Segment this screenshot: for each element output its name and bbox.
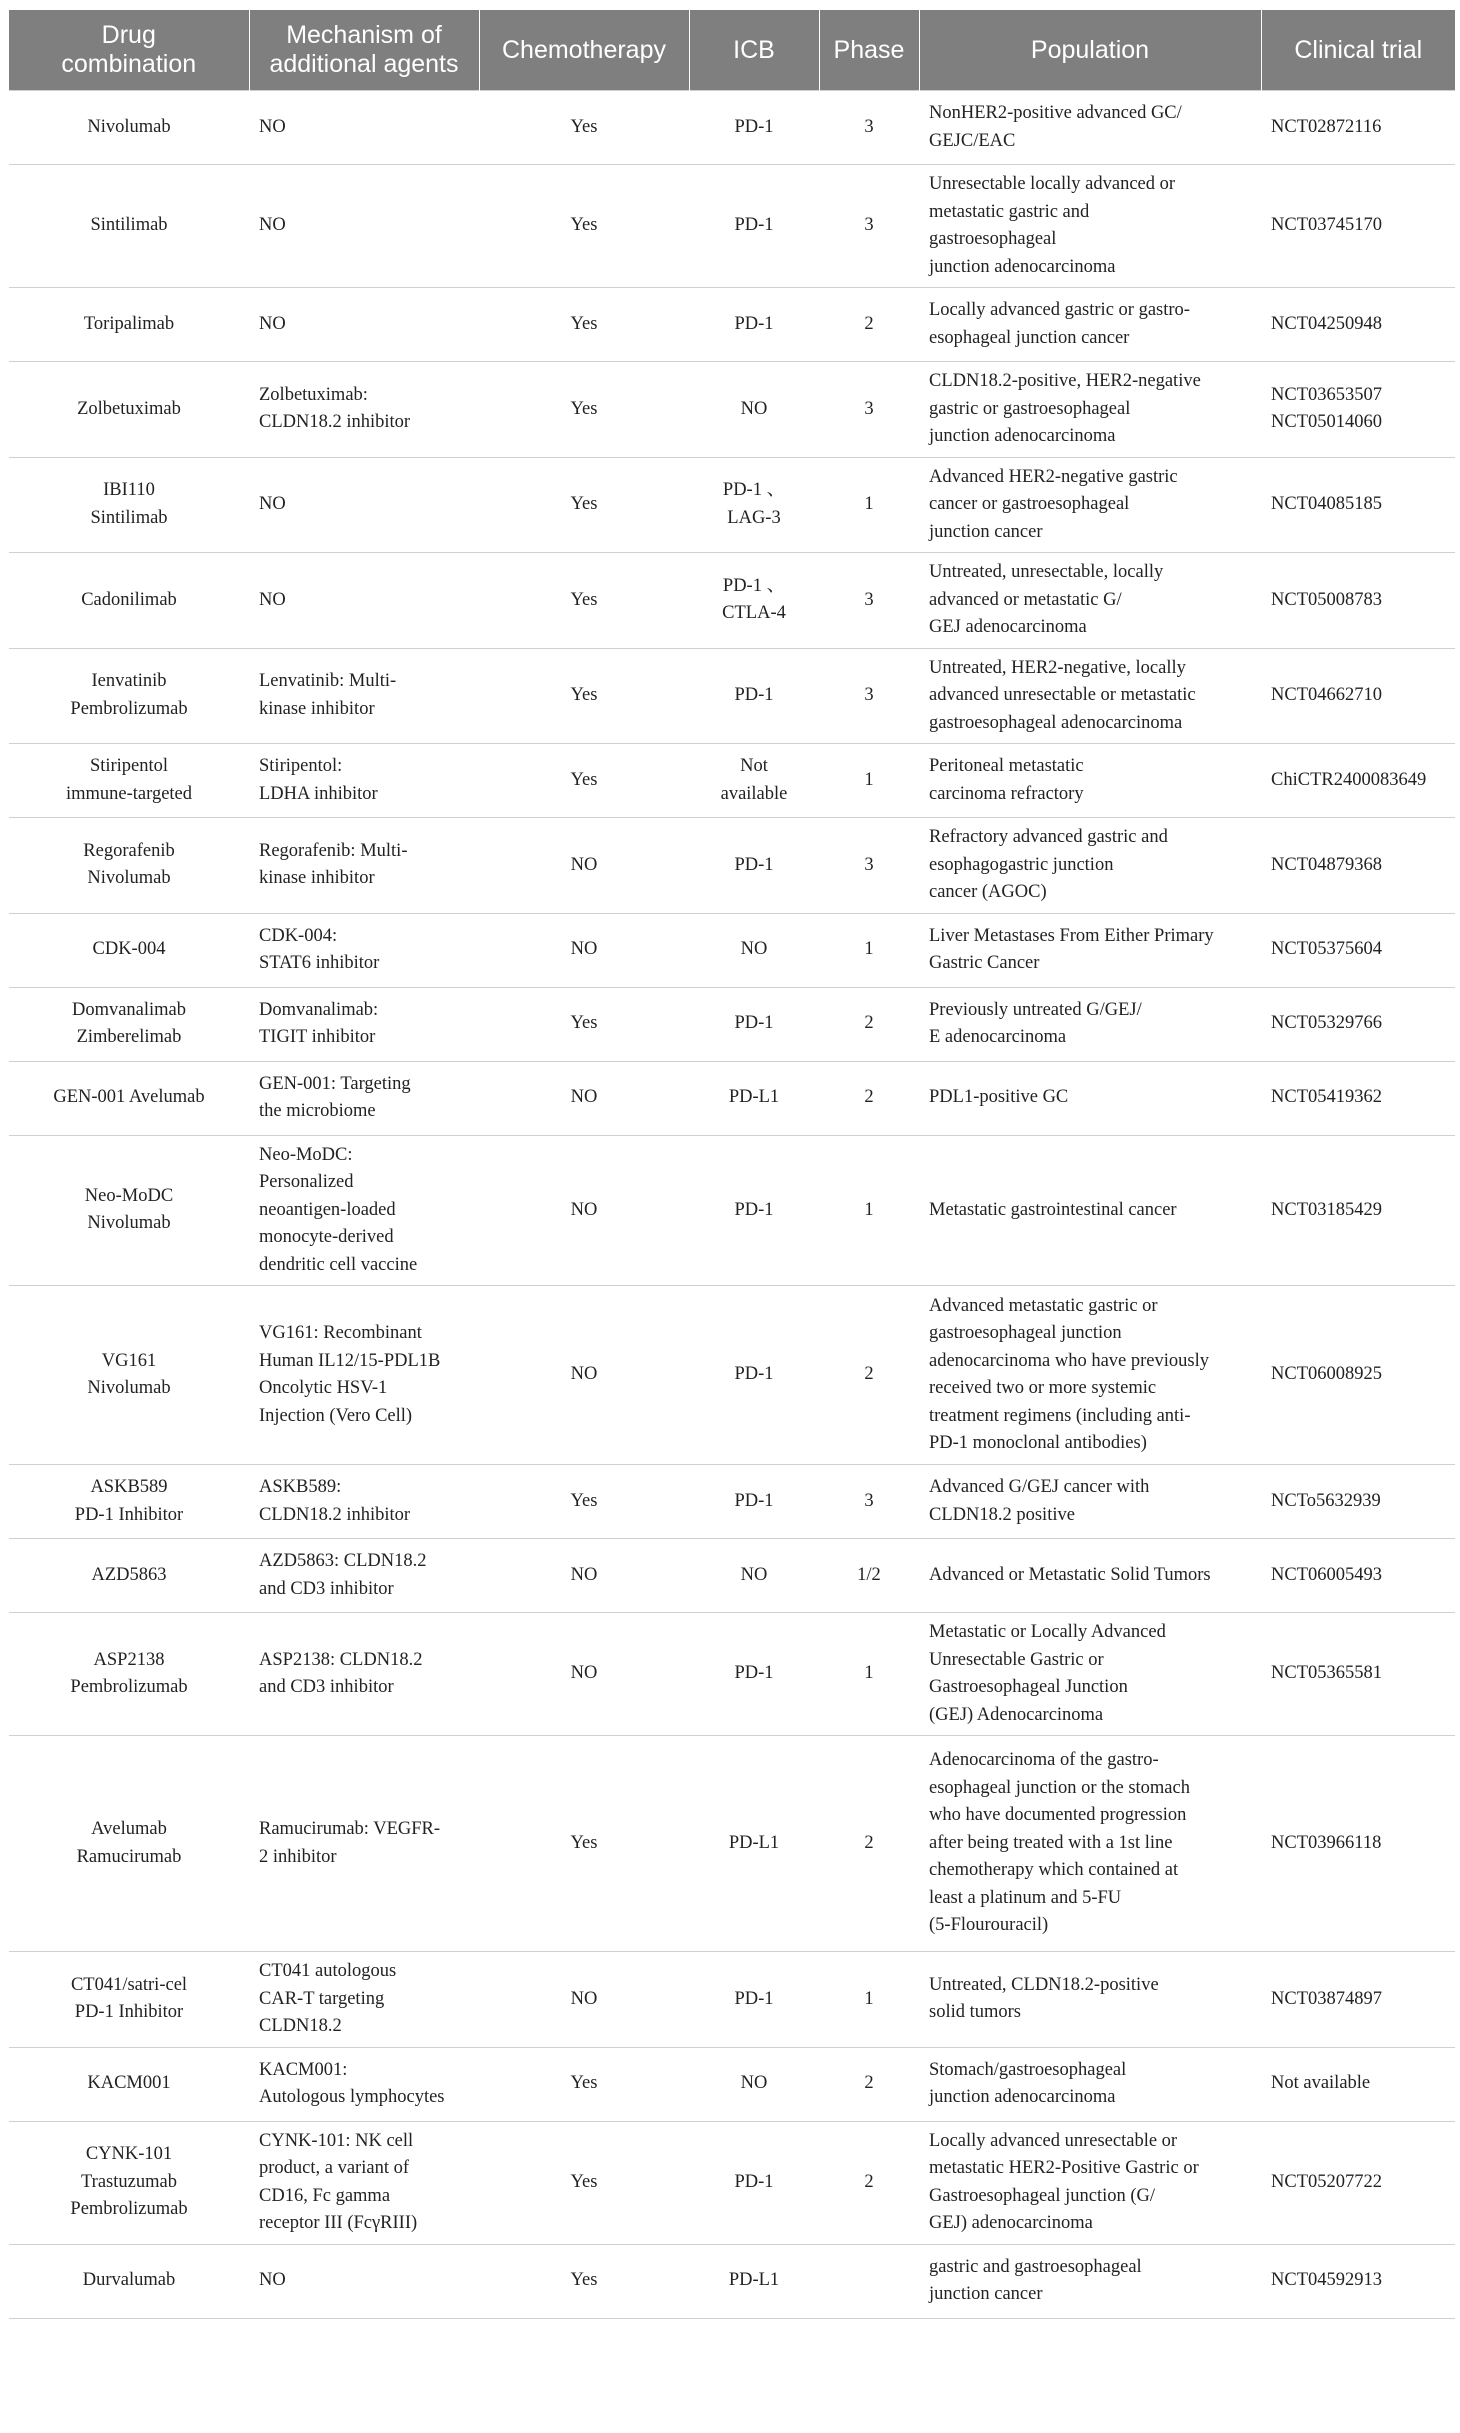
clinical-trial-cell: NCT05419362 bbox=[1261, 1061, 1455, 1135]
table-row bbox=[9, 2121, 1455, 2244]
chemotherapy-cell: Yes bbox=[479, 362, 689, 458]
population-cell: gastric and gastroesophageal junction cancer bbox=[919, 2244, 1261, 2318]
drug-combination-cell: Cadonilimab bbox=[9, 553, 249, 649]
mechanism-cell: Regorafenib: Multi- kinase inhibitor bbox=[249, 818, 479, 914]
table-row bbox=[9, 818, 1455, 914]
phase-cell: 3 bbox=[819, 1465, 919, 1539]
clinical-trial-cell: NCT04250948 bbox=[1261, 288, 1455, 362]
table-row bbox=[9, 457, 1455, 553]
drug-combination-cell: Ienvatinib Pembrolizumab bbox=[9, 648, 249, 744]
table-row bbox=[9, 2047, 1455, 2121]
clinical-trial-cell: NCT04085185 bbox=[1261, 457, 1455, 553]
clinical-trial-cell: ChiCTR2400083649 bbox=[1261, 744, 1455, 818]
table-row bbox=[9, 744, 1455, 818]
drug-combination-cell: IBI110 Sintilimab bbox=[9, 457, 249, 553]
icb-cell: PD-1 bbox=[689, 1613, 819, 1736]
phase-cell: 1 bbox=[819, 744, 919, 818]
clinical-trial-cell: NCT04592913 bbox=[1261, 2244, 1455, 2318]
mechanism-cell: KACM001: Autologous lymphocytes bbox=[249, 2047, 479, 2121]
chemotherapy-cell: NO bbox=[479, 1952, 689, 2048]
header-chemotherapy: Chemotherapy bbox=[479, 10, 689, 91]
mechanism-cell: VG161: Recombinant Human IL12/15-PDL1B Oncolytic HSV-1 Injection (Vero Cell) bbox=[249, 1286, 479, 1465]
phase-cell: 2 bbox=[819, 1736, 919, 1952]
drug-combination-cell: KACM001 bbox=[9, 2047, 249, 2121]
clinical-trial-cell: NCT05207722 bbox=[1261, 2121, 1455, 2244]
drug-combination-cell: Sintilimab bbox=[9, 165, 249, 288]
drug-combination-cell: Zolbetuximab bbox=[9, 362, 249, 458]
drug-combination-cell: Avelumab Ramucirumab bbox=[9, 1736, 249, 1952]
clinical-trial-cell: Not available bbox=[1261, 2047, 1455, 2121]
mechanism-cell: CYNK-101: NK cell product, a variant of CD16, Fc gamma receptor III (FcγRIII) bbox=[249, 2121, 479, 2244]
table-row bbox=[9, 2244, 1455, 2318]
header-mechanism: Mechanism of additional agents bbox=[249, 10, 479, 91]
drug-combination-cell: GEN-001 Avelumab bbox=[9, 1061, 249, 1135]
clinical-trial-cell: NCT05375604 bbox=[1261, 913, 1455, 987]
phase-cell: 1 bbox=[819, 457, 919, 553]
icb-cell: PD-L1 bbox=[689, 1061, 819, 1135]
drug-combination-cell: VG161 Nivolumab bbox=[9, 1286, 249, 1465]
clinical-trial-cell: NCT05329766 bbox=[1261, 987, 1455, 1061]
chemotherapy-cell: Yes bbox=[479, 1736, 689, 1952]
population-cell: Locally advanced gastric or gastro- esophageal junction cancer bbox=[919, 288, 1261, 362]
phase-cell: 2 bbox=[819, 288, 919, 362]
phase-cell: 2 bbox=[819, 1286, 919, 1465]
drug-combination-cell: Durvalumab bbox=[9, 2244, 249, 2318]
icb-cell: NO bbox=[689, 362, 819, 458]
drug-combination-cell: ASKB589 PD-1 Inhibitor bbox=[9, 1465, 249, 1539]
phase-cell: 3 bbox=[819, 648, 919, 744]
table-row bbox=[9, 165, 1455, 288]
population-cell: Unresectable locally advanced or metastatic gastric and gastroesophageal junction adenocarcinoma bbox=[919, 165, 1261, 288]
phase-cell: 2 bbox=[819, 2047, 919, 2121]
table-row bbox=[9, 1465, 1455, 1539]
population-cell: Refractory advanced gastric and esophagogastric junction cancer (AGOC) bbox=[919, 818, 1261, 914]
mechanism-cell: NO bbox=[249, 288, 479, 362]
mechanism-cell: Stiripentol: LDHA inhibitor bbox=[249, 744, 479, 818]
clinical-trial-cell: NCT03874897 bbox=[1261, 1952, 1455, 2048]
header-drug-combination: Drug combination bbox=[9, 10, 249, 91]
phase-cell: 1/2 bbox=[819, 1539, 919, 1613]
drug-combination-cell: Regorafenib Nivolumab bbox=[9, 818, 249, 914]
mechanism-cell: NO bbox=[249, 457, 479, 553]
population-cell: Metastatic or Locally Advanced Unresectable Gastric or Gastroesophageal Junction (GEJ) Adenocarcinoma bbox=[919, 1613, 1261, 1736]
population-cell: Advanced or Metastatic Solid Tumors bbox=[919, 1539, 1261, 1613]
clinical-trial-cell: NCT06005493 bbox=[1261, 1539, 1455, 1613]
population-cell: Advanced G/GEJ cancer with CLDN18.2 positive bbox=[919, 1465, 1261, 1539]
table-row bbox=[9, 1135, 1455, 1286]
clinical-trial-cell: NCT03745170 bbox=[1261, 165, 1455, 288]
drug-combination-cell: ASP2138 Pembrolizumab bbox=[9, 1613, 249, 1736]
chemotherapy-cell: NO bbox=[479, 1061, 689, 1135]
table-row bbox=[9, 913, 1455, 987]
icb-cell: Not available bbox=[689, 744, 819, 818]
header-icb: ICB bbox=[689, 10, 819, 91]
phase-cell: 1 bbox=[819, 1952, 919, 2048]
drug-combination-cell: CYNK-101 Trastuzumab Pembrolizumab bbox=[9, 2121, 249, 2244]
icb-cell: PD-L1 bbox=[689, 1736, 819, 1952]
population-cell: Peritoneal metastatic carcinoma refractory bbox=[919, 744, 1261, 818]
table-body bbox=[9, 91, 1455, 2319]
icb-cell: PD-1 bbox=[689, 2121, 819, 2244]
clinical-trial-cell: NCT04879368 bbox=[1261, 818, 1455, 914]
population-cell: Advanced metastatic gastric or gastroesophageal junction adenocarcinoma who have previously received two or more systemic treatment regimens (including anti- PD-1 monoclonal antibodies) bbox=[919, 1286, 1261, 1465]
chemotherapy-cell: NO bbox=[479, 1286, 689, 1465]
icb-cell: PD-1 、 LAG-3 bbox=[689, 457, 819, 553]
clinical-trial-cell: NCT03185429 bbox=[1261, 1135, 1455, 1286]
icb-cell: NO bbox=[689, 1539, 819, 1613]
phase-cell: 3 bbox=[819, 165, 919, 288]
phase-cell: 1 bbox=[819, 913, 919, 987]
chemotherapy-cell: Yes bbox=[479, 987, 689, 1061]
icb-cell: PD-1 bbox=[689, 288, 819, 362]
icb-cell: PD-L1 bbox=[689, 2244, 819, 2318]
population-cell: CLDN18.2-positive, HER2-negative gastric or gastroesophageal junction adenocarcinoma bbox=[919, 362, 1261, 458]
drug-combination-cell: AZD5863 bbox=[9, 1539, 249, 1613]
icb-cell: PD-1 bbox=[689, 165, 819, 288]
drug-combination-cell: Toripalimab bbox=[9, 288, 249, 362]
population-cell: Advanced HER2-negative gastric cancer or gastroesophageal junction cancer bbox=[919, 457, 1261, 553]
table-row bbox=[9, 1286, 1455, 1465]
clinical-trial-cell: NCT03966118 bbox=[1261, 1736, 1455, 1952]
chemotherapy-cell: NO bbox=[479, 913, 689, 987]
mechanism-cell: ASP2138: CLDN18.2 and CD3 inhibitor bbox=[249, 1613, 479, 1736]
population-cell: Untreated, CLDN18.2-positive solid tumors bbox=[919, 1952, 1261, 2048]
phase-cell bbox=[819, 2244, 919, 2318]
phase-cell: 3 bbox=[819, 553, 919, 649]
clinical-trial-cell: NCT02872116 bbox=[1261, 91, 1455, 165]
drug-combination-cell: Nivolumab bbox=[9, 91, 249, 165]
drug-combination-cell: CT041/satri-cel PD-1 Inhibitor bbox=[9, 1952, 249, 2048]
icb-cell: PD-1 bbox=[689, 1465, 819, 1539]
icb-cell: PD-1 、 CTLA-4 bbox=[689, 553, 819, 649]
population-cell: PDL1-positive GC bbox=[919, 1061, 1261, 1135]
icb-cell: PD-1 bbox=[689, 1135, 819, 1286]
mechanism-cell: Neo-MoDC: Personalized neoantigen-loaded monocyte-derived dendritic cell vaccine bbox=[249, 1135, 479, 1286]
clinical-trial-cell: NCT06008925 bbox=[1261, 1286, 1455, 1465]
table-row bbox=[9, 648, 1455, 744]
phase-cell: 3 bbox=[819, 818, 919, 914]
icb-cell: PD-1 bbox=[689, 1286, 819, 1465]
table-row bbox=[9, 362, 1455, 458]
mechanism-cell: AZD5863: CLDN18.2 and CD3 inhibitor bbox=[249, 1539, 479, 1613]
header-clinical-trial: Clinical trial bbox=[1261, 10, 1455, 91]
mechanism-cell: Zolbetuximab: CLDN18.2 inhibitor bbox=[249, 362, 479, 458]
phase-cell: 1 bbox=[819, 1613, 919, 1736]
header-phase: Phase bbox=[819, 10, 919, 91]
population-cell: Locally advanced unresectable or metastatic HER2-Positive Gastric or Gastroesophageal junction (G/ GEJ) adenocarcinoma bbox=[919, 2121, 1261, 2244]
clinical-trial-cell: NCTo5632939 bbox=[1261, 1465, 1455, 1539]
mechanism-cell: Ramucirumab: VEGFR- 2 inhibitor bbox=[249, 1736, 479, 1952]
table-row bbox=[9, 553, 1455, 649]
chemotherapy-cell: Yes bbox=[479, 2121, 689, 2244]
header-population: Population bbox=[919, 10, 1261, 91]
drug-combination-cell: Stiripentol immune-targeted bbox=[9, 744, 249, 818]
chemotherapy-cell: NO bbox=[479, 818, 689, 914]
clinical-trial-cell: NCT03653507 NCT05014060 bbox=[1261, 362, 1455, 458]
chemotherapy-cell: Yes bbox=[479, 648, 689, 744]
chemotherapy-cell: Yes bbox=[479, 2244, 689, 2318]
table-header bbox=[9, 10, 1455, 91]
table-row bbox=[9, 1613, 1455, 1736]
population-cell: Previously untreated G/GEJ/ E adenocarcinoma bbox=[919, 987, 1261, 1061]
phase-cell: 2 bbox=[819, 2121, 919, 2244]
drug-combination-cell: Neo-MoDC Nivolumab bbox=[9, 1135, 249, 1286]
table-row bbox=[9, 91, 1455, 165]
phase-cell: 2 bbox=[819, 1061, 919, 1135]
icb-cell: NO bbox=[689, 913, 819, 987]
table-row bbox=[9, 1952, 1455, 2048]
chemotherapy-cell: Yes bbox=[479, 165, 689, 288]
drug-combination-cell: CDK-004 bbox=[9, 913, 249, 987]
header-row bbox=[9, 10, 1455, 91]
mechanism-cell: ASKB589: CLDN18.2 inhibitor bbox=[249, 1465, 479, 1539]
chemotherapy-cell: Yes bbox=[479, 1465, 689, 1539]
phase-cell: 3 bbox=[819, 91, 919, 165]
icb-cell: PD-1 bbox=[689, 91, 819, 165]
chemotherapy-cell: Yes bbox=[479, 288, 689, 362]
table-row bbox=[9, 288, 1455, 362]
table-row bbox=[9, 987, 1455, 1061]
mechanism-cell: NO bbox=[249, 91, 479, 165]
chemotherapy-cell: Yes bbox=[479, 457, 689, 553]
table-row bbox=[9, 1736, 1455, 1952]
icb-cell: PD-1 bbox=[689, 1952, 819, 2048]
population-cell: Untreated, HER2-negative, locally advanced unresectable or metastatic gastroesophageal adenocarcinoma bbox=[919, 648, 1261, 744]
mechanism-cell: Lenvatinib: Multi- kinase inhibitor bbox=[249, 648, 479, 744]
mechanism-cell: CT041 autologous CAR-T targeting CLDN18.2 bbox=[249, 1952, 479, 2048]
phase-cell: 3 bbox=[819, 362, 919, 458]
mechanism-cell: NO bbox=[249, 165, 479, 288]
phase-cell: 2 bbox=[819, 987, 919, 1061]
population-cell: Untreated, unresectable, locally advanced or metastatic G/ GEJ adenocarcinoma bbox=[919, 553, 1261, 649]
chemotherapy-cell: Yes bbox=[479, 553, 689, 649]
icb-cell: PD-1 bbox=[689, 987, 819, 1061]
chemotherapy-cell: Yes bbox=[479, 744, 689, 818]
table-row bbox=[9, 1061, 1455, 1135]
population-cell: Liver Metastases From Either Primary Gastric Cancer bbox=[919, 913, 1261, 987]
mechanism-cell: GEN-001: Targeting the microbiome bbox=[249, 1061, 479, 1135]
chemotherapy-cell: Yes bbox=[479, 2047, 689, 2121]
population-cell: NonHER2-positive advanced GC/ GEJC/EAC bbox=[919, 91, 1261, 165]
mechanism-cell: NO bbox=[249, 2244, 479, 2318]
icb-cell: NO bbox=[689, 2047, 819, 2121]
chemotherapy-cell: NO bbox=[479, 1539, 689, 1613]
mechanism-cell: NO bbox=[249, 553, 479, 649]
mechanism-cell: CDK-004: STAT6 inhibitor bbox=[249, 913, 479, 987]
mechanism-cell: Domvanalimab: TIGIT inhibitor bbox=[249, 987, 479, 1061]
icb-cell: PD-1 bbox=[689, 648, 819, 744]
icb-cell: PD-1 bbox=[689, 818, 819, 914]
phase-cell: 1 bbox=[819, 1135, 919, 1286]
chemotherapy-cell: NO bbox=[479, 1135, 689, 1286]
population-cell: Stomach/gastroesophageal junction adenocarcinoma bbox=[919, 2047, 1261, 2121]
population-cell: Metastatic gastrointestinal cancer bbox=[919, 1135, 1261, 1286]
drug-combination-cell: Domvanalimab Zimberelimab bbox=[9, 987, 249, 1061]
chemotherapy-cell: Yes bbox=[479, 91, 689, 165]
clinical-trial-cell: NCT05365581 bbox=[1261, 1613, 1455, 1736]
clinical-trials-table bbox=[9, 10, 1455, 2319]
chemotherapy-cell: NO bbox=[479, 1613, 689, 1736]
table-row bbox=[9, 1539, 1455, 1613]
clinical-trial-cell: NCT04662710 bbox=[1261, 648, 1455, 744]
clinical-trial-cell: NCT05008783 bbox=[1261, 553, 1455, 649]
population-cell: Adenocarcinoma of the gastro- esophageal junction or the stomach who have documented progression after being treated with a 1st line chemotherapy which contained at least a platinum and 5-FU (5-Flourouracil) bbox=[919, 1736, 1261, 1952]
